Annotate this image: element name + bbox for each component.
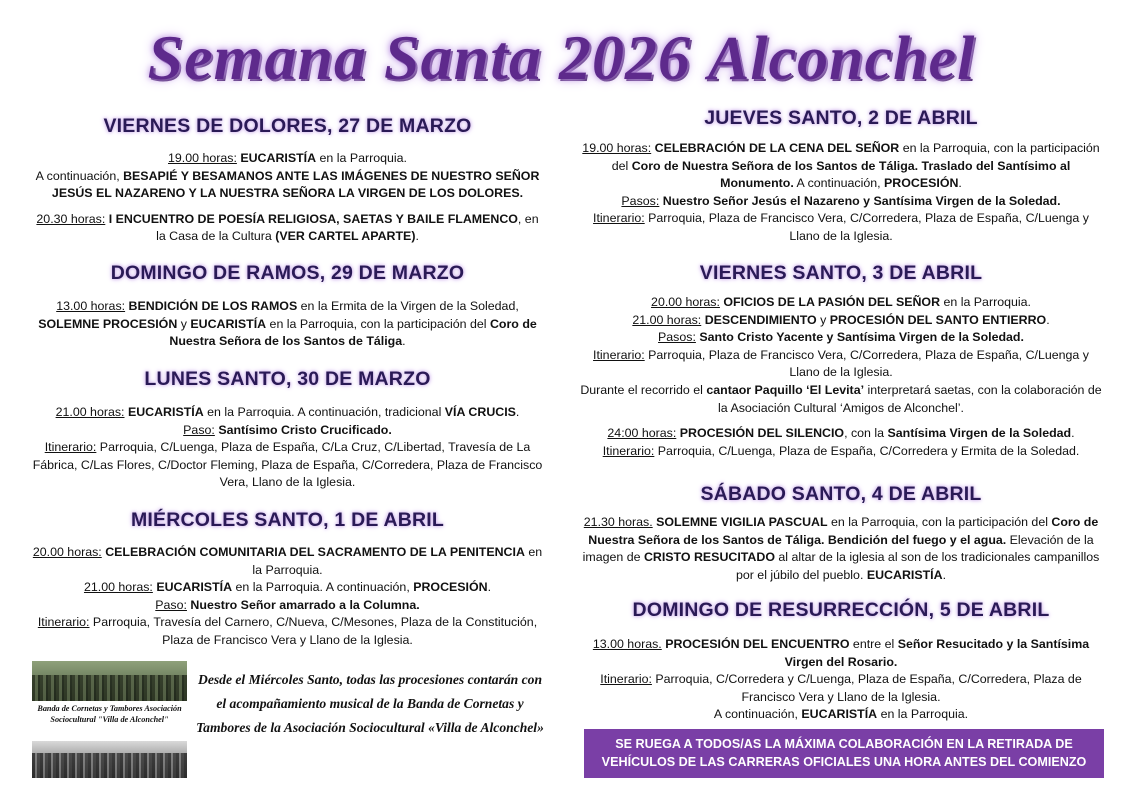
heading-lunes-santo: LUNES SANTO, 30 DE MARZO — [144, 368, 431, 390]
heading-miercoles-santo: MIÉRCOLES SANTO, 1 DE ABRIL — [130, 509, 445, 531]
title-place: Alconchel — [708, 25, 976, 93]
time-label: 21.00 horas: — [632, 312, 702, 327]
time-label: 20.00 horas: — [32, 545, 102, 559]
time-label: 13.00 horas: — [56, 299, 126, 313]
heading-domingo-ramos: DOMINGO DE RAMOS, 29 DE MARZO — [110, 262, 465, 284]
band-photo — [32, 661, 187, 778]
time-label: 21.00 horas: — [83, 580, 153, 595]
time-label: 19.00 horas: — [582, 141, 652, 155]
time-label: 20.00 horas: — [651, 295, 720, 309]
heading-domingo-resurreccion: DOMINGO DE RESURRECCIÓN, 5 DE ABRIL — [632, 599, 1050, 621]
heading-jueves-santo: JUEVES SANTO, 2 DE ABRIL — [704, 107, 978, 129]
viernes-santo-text: 20.00 horas: OFICIOS DE LA PASIÓN DEL SEÑOR en la Parroquia. 21.00 horas: DESCENDIMIENTO y PROCESIÓN DEL SANTO ENTIERRO. Pasos: Santo Cristo Yacente y Santísima Virgen de la Soledad. Itinerario: Parroquia, Plaza de Francisco Vera, C/Corredera, Plaza de España, C/Luenga y Llano de la Iglesia. Durante el recorrido el cantaor Paquillo ‘El Levita’ interpretará saetas, con la colaboración de la Asociación Cultural ‘Amigos de Alconchel’. 24:00 horas: PROCESIÓN DEL SILENCIO, con la Santísima Virgen de la Soledad. Itinerario: Parroquia, C/Luenga, Plaza de España, C/Corredera y Ermita de la Soledad. — [580, 295, 1102, 458]
viernes-dolores-text: 19.00 horas: EUCARISTÍA en la Parroquia. A continuación, BESAPIÉ Y BESAMANOS ANTE LAS IMÁGENES DE NUESTRO SEÑOR JESÚS EL NAZARENO Y LA NUESTRA SEÑORA LA VIRGEN DE LOS DOLORES. 20.30 horas: I ENCUENTRO DE POESÍA RELIGIOSA, SAETAS Y BAILE FLAMENCO, en la Casa de la Cultura (VER CARTEL APARTE). — [35, 151, 540, 244]
page-title — [0, 22, 1123, 95]
heading-viernes-dolores: VIERNES DE DOLORES, 27 DE MARZO — [103, 115, 472, 137]
traffic-notice-banner: SE RUEGA A TODOS/AS LA MÁXIMA COLABORACIÓN EN LA RETIRADA DE VEHÍCULOS DE LAS CARRERAS OFICIALES UNA HORA ANTES DEL COMIENZO — [584, 729, 1104, 778]
heading-sabado-santo: SÁBADO SANTO, 4 DE ABRIL — [700, 483, 982, 505]
time-label: 20.30 horas: — [36, 211, 106, 226]
miercoles-santo-text: 20.00 horas: CELEBRACIÓN COMUNITARIA DEL SACRAMENTO DE LA PENITENCIA en la Parroquia. 21.00 horas: EUCARISTÍA en la Parroquia. A continuación, PROCESIÓN. Paso: Nuestro Señor amarrado a la Columna. Itinerario: Parroquia, Travesía del Carnero, C/Nueva, C/Mesones, Plaza de la Constitución, Plaza de Francisco Vera y Llano de la Iglesia. — [32, 545, 543, 647]
domingo-resurreccion-text: 13.00 horas. PROCESIÓN DEL ENCUENTRO entre el Señor Resucitado y la Santísima Virgen del Rosario. Itinerario: Parroquia, C/Corredera y C/Luenga, Plaza de España, C/Corredera, Plaza de Francisco Vera y Llano de la Iglesia. A continuación, EUCARISTÍA en la Parroquia. — [592, 637, 1090, 722]
heading-viernes-santo: VIERNES SANTO, 3 DE ABRIL — [699, 262, 983, 284]
time-label: 19.00 horas: — [168, 151, 237, 165]
band-note: Desde el Miércoles Santo, todas las procesiones contarán con el acompañamiento musical de la Banda de Cornetas y Tambores de la Asociación Sociocultural «Villa de Alconchel» — [196, 672, 544, 735]
time-label: 13.00 horas. — [592, 637, 662, 651]
lunes-santo-text: 21.00 horas: EUCARISTÍA en la Parroquia. A continuación, tradicional VÍA CRUCIS. Paso: Santísimo Cristo Crucificado. Itinerario: Parroquia, C/Luenga, Plaza de España, C/La Cruz, C/Libertad, Travesía de La Fábrica, C/Las Flores, C/Doctor Fleming, Plaza de España, C/Corredera, Plaza de Francisco Vera, Llano de la Iglesia. — [32, 405, 543, 490]
jueves-santo-text: 19.00 horas: CELEBRACIÓN DE LA CENA DEL SEÑOR en la Parroquia, con la participación del Coro de Nuestra Señora de los Santos de Táliga. Traslado del Santísimo al Monumento. A continuación, PROCESIÓN. Pasos: Nuestro Señor Jesús el Nazareno y Santísima Virgen de la Soledad. Itinerario: Parroquia, Plaza de Francisco Vera, C/Corredera, Plaza de España, C/Luenga y Llano de la Iglesia. — [582, 141, 1100, 243]
time-label: 21.30 horas. — [583, 515, 653, 529]
title-main: Semana Santa 2026 — [147, 22, 691, 93]
sabado-santo-text: 21.30 horas. SOLEMNE VIGILIA PASCUAL en la Parroquia, con la participación del Coro de Nuestra Señora de los Santos de Táliga. Bendición del fuego y el agua. Elevación de la imagen de CRISTO RESUCITADO al altar de la iglesia al son de los tradicionales campanillos por el júbilo del pueblo. EUCARISTÍA. — [582, 515, 1100, 582]
band-photo-caption: Banda de Cornetas y Tambores Asociación Sociocultural "Villa de Alconchel" — [32, 701, 187, 741]
domingo-ramos-text: 13.00 horas: BENDICIÓN DE LOS RAMOS en la Ermita de la Virgen de la Soledad, SOLEMNE PROCESIÓN y EUCARISTÍA en la Parroquia, con la participación del Coro de Nuestra Señora de los Santos de Táliga. — [38, 299, 537, 349]
time-label: 21.00 horas: — [55, 405, 125, 419]
time-label: 24:00 horas: — [607, 426, 677, 441]
